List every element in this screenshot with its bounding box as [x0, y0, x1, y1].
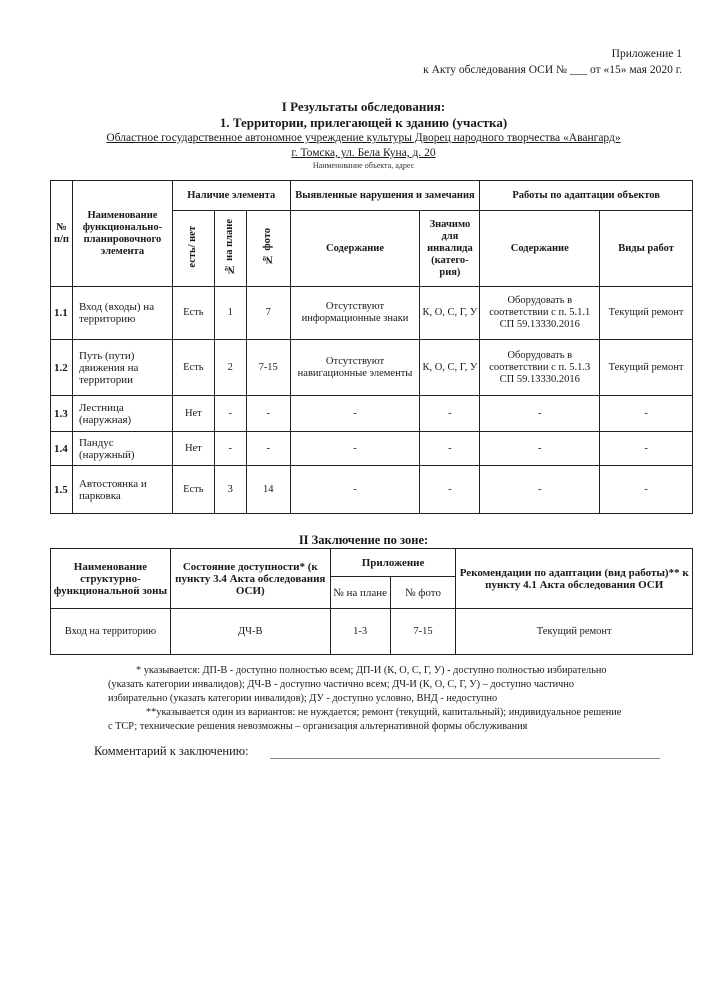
- row-significant: -: [420, 396, 480, 432]
- row-num: 1.4: [51, 432, 73, 466]
- header-adapt-content: Содержание: [480, 211, 600, 287]
- row-content: -: [290, 466, 420, 514]
- row-num: 1.2: [51, 340, 73, 396]
- row-on-plan: 3: [214, 466, 246, 514]
- footnote-2-line-1: **указывается один из вариантов: не нуждается; ремонт (текущий, капитальный); индивидуальное решение: [146, 707, 622, 718]
- appendix-line-2: к Акту обследования ОСИ № ___ от «15» мая 2020 г.: [423, 64, 682, 76]
- row-element-name: Вход (входы) на территорию: [72, 287, 172, 340]
- organization-address: г. Томска, ул. Бела Куна, д. 20: [291, 147, 436, 159]
- header-element-name: Наименование функционально-планировочного элемента: [72, 181, 172, 287]
- header-state: Состояние доступности* (к пункту 3.4 Акта обследования ОСИ): [170, 549, 330, 609]
- row-yes-no: Нет: [172, 432, 214, 466]
- footnote-1-line-3: избирательно (указать категории инвалидов); ДУ - доступно условно, ВНД - недоступно: [108, 693, 498, 704]
- row-significant: К, О, С, Г, У: [420, 340, 480, 396]
- header-yes-no: есть/ нет: [172, 211, 214, 287]
- row-num: 1.1: [51, 287, 73, 340]
- row-on-plan: -: [214, 432, 246, 466]
- row-adapt: -: [480, 396, 600, 432]
- row-photo: -: [246, 396, 290, 432]
- table-row: [51, 287, 693, 340]
- row-on-plan: 1: [214, 287, 246, 340]
- appendix-header: [423, 46, 682, 78]
- appendix-line-1: Приложение 1: [611, 48, 682, 60]
- row-significant: К, О, С, Г, У: [420, 287, 480, 340]
- row-element-name: Пандус (наружный): [72, 432, 172, 466]
- row-work: Текущий ремонт: [600, 340, 693, 396]
- row-adapt: -: [480, 466, 600, 514]
- row-element-name: Путь (пути) движения на территории: [72, 340, 172, 396]
- plan-cell: 1-3: [330, 609, 390, 655]
- row-content: Отсутствуют навигационные элементы: [290, 340, 420, 396]
- footnote-1-line-2: (указать категории инвалидов); ДЧ-В - доступно частично всем; ДЧ-И (К, О, С, Г, У) – доступно частично: [108, 679, 574, 690]
- row-num: 1.5: [51, 466, 73, 514]
- header-violations: Выявленные нарушения и замечания: [290, 181, 480, 211]
- results-title: I Результаты обследования:: [281, 99, 446, 114]
- table-row: [51, 432, 693, 466]
- row-element-name: Лестница (наружная): [72, 396, 172, 432]
- header-adaptation: Работы по адаптации объектов: [480, 181, 693, 211]
- header-photo: № фото: [390, 577, 456, 609]
- row-work: -: [600, 396, 693, 432]
- header-photo: № фото: [246, 211, 290, 287]
- row-work: -: [600, 466, 693, 514]
- conclusion-title: II Заключение по зоне:: [298, 533, 429, 547]
- header-work-types: Виды работ: [600, 211, 693, 287]
- photo-cell: 7-15: [390, 609, 456, 655]
- zone-cell: Вход на территорию: [51, 609, 171, 655]
- comment-line[interactable]: [270, 758, 660, 759]
- footnote-1-line-1: * указывается: ДП-В - доступно полностью всем; ДП-И (К, О, С, Г, У) - доступно полностью избирательно: [136, 665, 607, 676]
- row-significant: -: [420, 466, 480, 514]
- comment-label: Комментарий к заключению:: [94, 744, 249, 758]
- row-content: -: [290, 432, 420, 466]
- row-num: 1.3: [51, 396, 73, 432]
- row-photo: -: [246, 432, 290, 466]
- header-content: Содержание: [290, 211, 420, 287]
- row-content: -: [290, 396, 420, 432]
- header-recommendations: Рекомендации по адаптации (вид работы)** к пункту 4.1 Акта обследования ОСИ: [456, 549, 693, 609]
- survey-table: [50, 180, 693, 514]
- footnote-2-line-2: с ТСР; технические решения невозможны – организация альтернативной формы обслуживания: [108, 721, 528, 732]
- header-appendix: Приложение: [330, 549, 456, 577]
- row-content: Отсутствуют информационные знаки: [290, 287, 420, 340]
- organization-caption: Наименование объекта, адрес: [312, 161, 415, 170]
- header-presence: Наличие элемента: [172, 181, 290, 211]
- organization-name: Областное государственное автономное учреждение культуры Дворец народного творчества «Авангард»: [106, 132, 621, 144]
- row-photo: 7: [246, 287, 290, 340]
- row-adapt: Оборудовать в соответствии с п. 5.1.1 СП 59.13330.2016: [480, 287, 600, 340]
- table-row: [51, 340, 693, 396]
- table-row: [51, 396, 693, 432]
- row-yes-no: Есть: [172, 340, 214, 396]
- header-on-plan: № на плане: [214, 211, 246, 287]
- row-photo: 7-15: [246, 340, 290, 396]
- row-work: -: [600, 432, 693, 466]
- document-heading: [0, 99, 727, 171]
- table-row: [51, 466, 693, 514]
- row-yes-no: Есть: [172, 287, 214, 340]
- row-yes-no: Есть: [172, 466, 214, 514]
- state-cell: ДЧ-В: [170, 609, 330, 655]
- row-on-plan: -: [214, 396, 246, 432]
- row-significant: -: [420, 432, 480, 466]
- row-element-name: Автостоянка и парковка: [72, 466, 172, 514]
- row-yes-no: Нет: [172, 396, 214, 432]
- row-on-plan: 2: [214, 340, 246, 396]
- header-significant: Значимо для инвалида (катего-рия): [420, 211, 480, 287]
- table-row: [51, 609, 693, 655]
- row-adapt: Оборудовать в соответствии с п. 5.1.3 СП 59.13330.2016: [480, 340, 600, 396]
- recommend-cell: Текущий ремонт: [456, 609, 693, 655]
- row-adapt: -: [480, 432, 600, 466]
- row-work: Текущий ремонт: [600, 287, 693, 340]
- row-photo: 14: [246, 466, 290, 514]
- territory-subtitle: 1. Территории, прилегающей к зданию (участка): [219, 115, 508, 130]
- header-num: № п/п: [51, 181, 73, 287]
- header-on-plan: № на плане: [330, 577, 390, 609]
- header-zone: Наименование структурно-функциональной зоны: [51, 549, 171, 609]
- conclusion-table: [50, 548, 693, 655]
